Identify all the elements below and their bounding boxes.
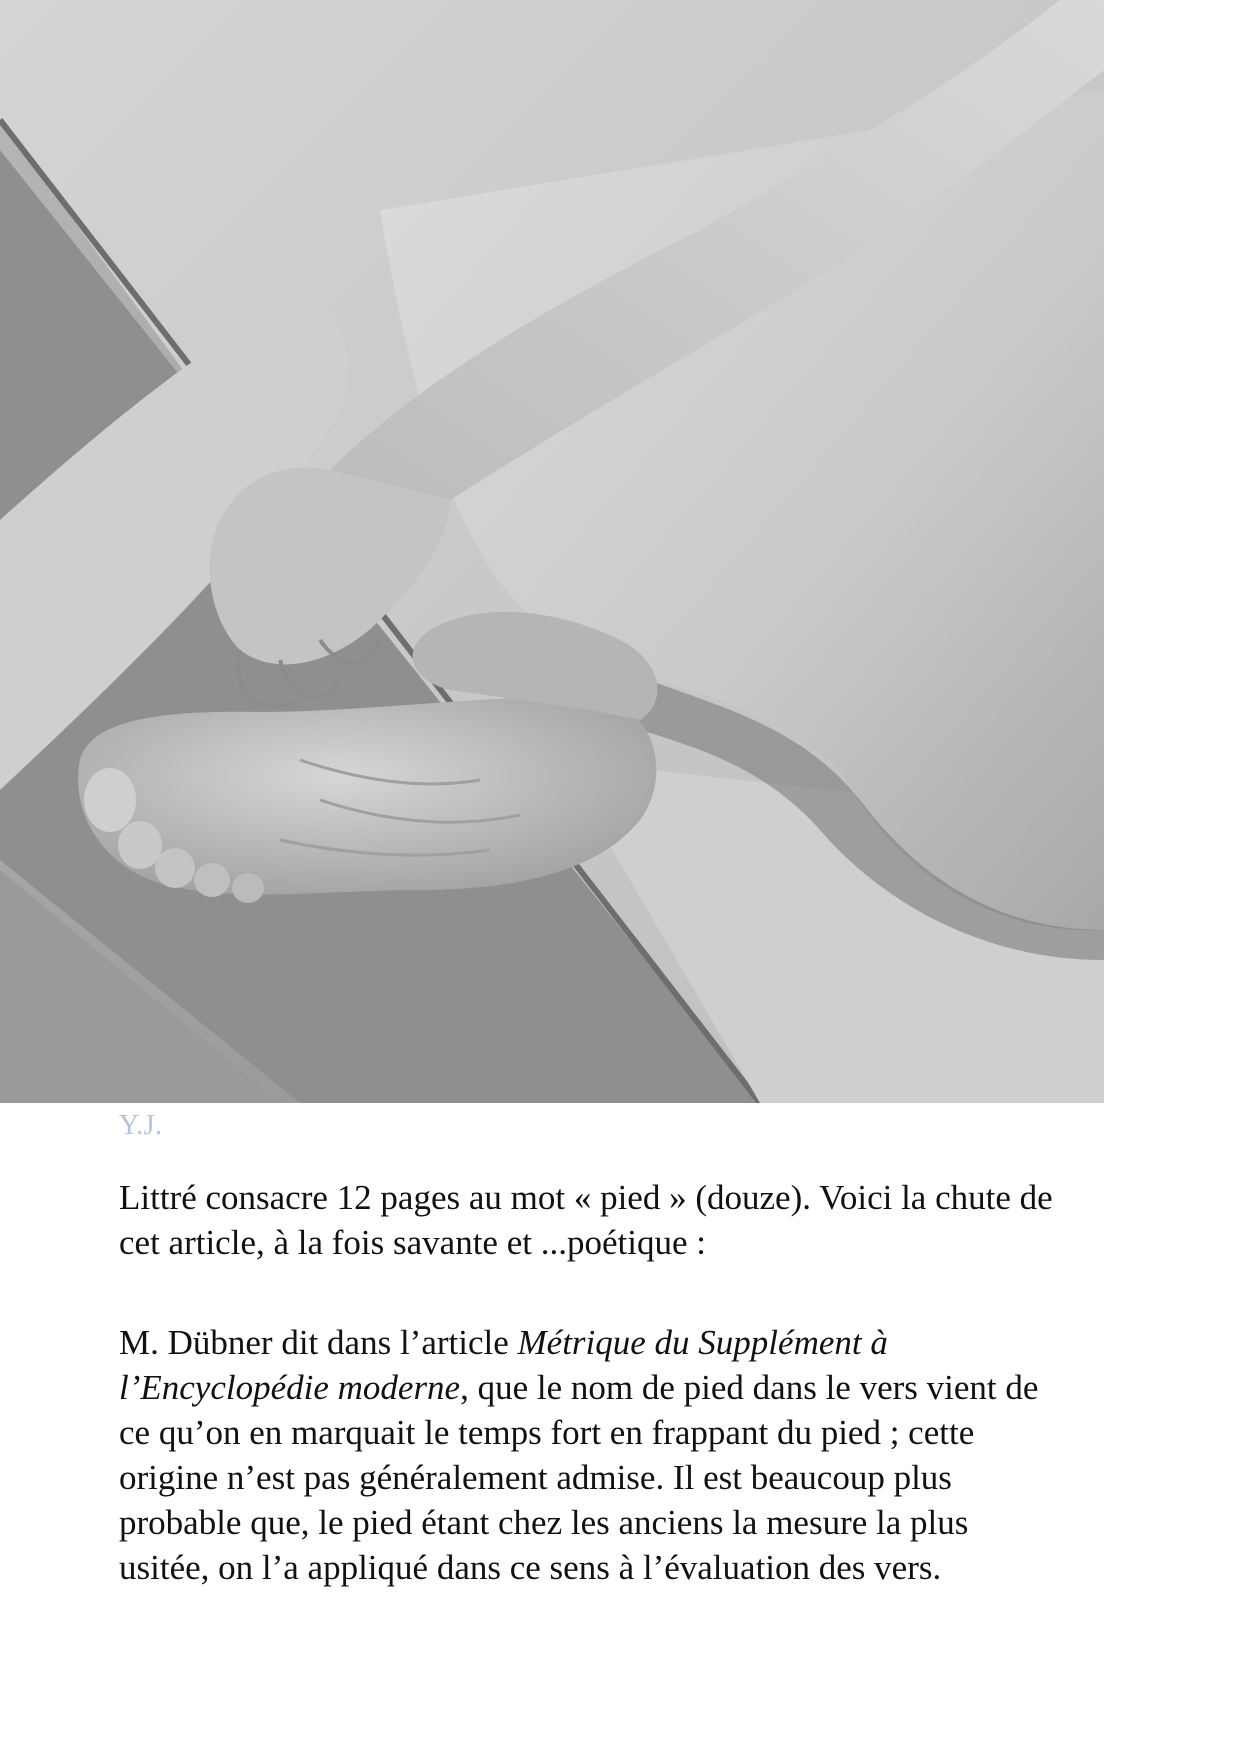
toe (194, 863, 230, 897)
toe (232, 873, 264, 903)
toe (84, 768, 136, 832)
intro-paragraph (119, 1175, 1139, 1265)
intro-line: cet article, à la fois savante et ...poétique : (119, 1223, 706, 1262)
photo-caption: Y.J. (119, 1110, 163, 1141)
quote-line (119, 1365, 1139, 1410)
quote-line: usitée, on l’a appliqué dans ce sens à l’évaluation des vers. (119, 1548, 942, 1587)
quote-italic-title: Métrique du Supplément à (517, 1323, 888, 1362)
quote-paragraph (119, 1320, 1139, 1590)
toe (155, 848, 195, 888)
quote-line: probable que, le pied étant chez les anciens la mesure la plus (119, 1503, 969, 1542)
quote-text: M. Dübner dit dans l’article (119, 1323, 518, 1362)
toe (118, 821, 162, 869)
quote-line: origine n’est pas généralement admise. Il est beaucoup plus (119, 1458, 952, 1497)
quote-text: , que le nom de pied dans le vers vient de (460, 1368, 1039, 1407)
quote-italic-title: l’Encyclopédie moderne (119, 1368, 461, 1407)
quote-line: ce qu’on en marquait le temps fort en frappant du pied ; cette (119, 1413, 975, 1452)
intro-line: Littré consacre 12 pages au mot « pied » (douze). Voici la chute de (119, 1178, 1053, 1217)
quote-line (119, 1320, 1139, 1365)
